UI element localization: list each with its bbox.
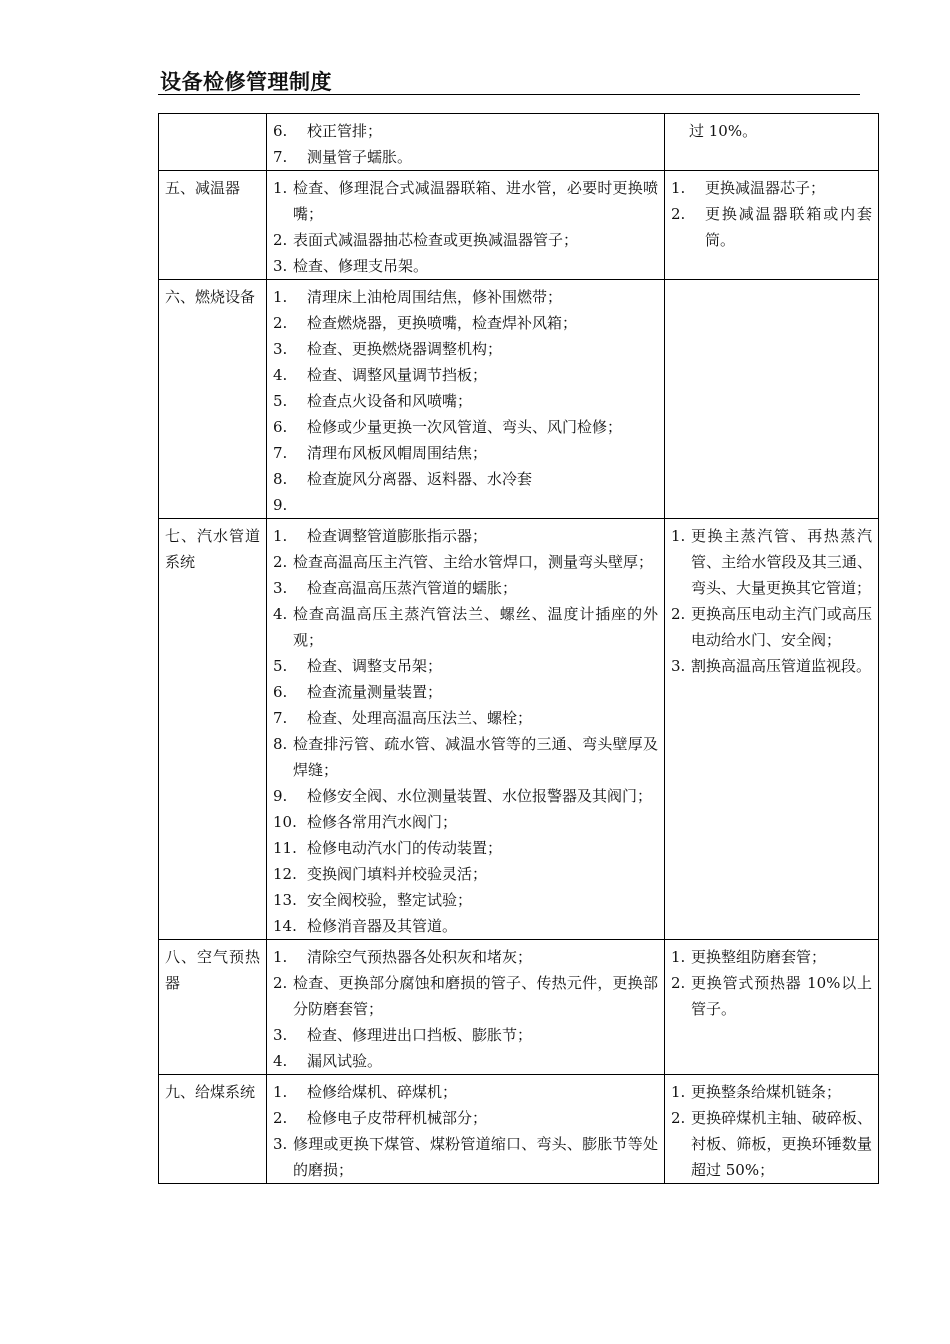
routine-item-number: 13. bbox=[273, 891, 297, 909]
table-row bbox=[159, 519, 879, 940]
routine-item bbox=[273, 913, 658, 939]
routine-item bbox=[273, 679, 658, 705]
routine-item bbox=[273, 809, 658, 835]
routine-item bbox=[273, 1048, 658, 1074]
major-item bbox=[671, 970, 872, 1022]
routine-item bbox=[273, 835, 658, 861]
routine-item-number: 9. bbox=[273, 787, 288, 805]
routine-item-number: 5. bbox=[273, 657, 288, 675]
routine-item bbox=[273, 118, 658, 144]
routine-item bbox=[273, 731, 658, 783]
routine-item-number: 5. bbox=[273, 392, 288, 410]
routine-item-number: 2. bbox=[273, 1109, 288, 1127]
routine-item bbox=[273, 414, 658, 440]
routine-item-text: 检查、修理进出口挡板、膨胀节； bbox=[307, 1026, 533, 1044]
routine-item-text: 检查、更换部分腐蚀和磨损的管子、传热元件，更换部分防磨套管； bbox=[293, 974, 658, 1018]
major-item-number: 3. bbox=[671, 657, 686, 675]
category-cell: 五、减温器 bbox=[159, 171, 267, 280]
routine-item-text: 表面式减温器抽芯检查或更换减温器管子； bbox=[293, 231, 579, 249]
routine-item-text bbox=[307, 492, 658, 518]
routine-item bbox=[273, 253, 658, 279]
major-item bbox=[671, 653, 872, 679]
routine-item bbox=[273, 336, 658, 362]
routine-item bbox=[273, 362, 658, 388]
routine-item bbox=[273, 1022, 658, 1048]
routine-item-text: 清除空气预热器各处积灰和堵灰； bbox=[307, 948, 533, 966]
header-rule bbox=[158, 94, 860, 95]
routine-item-number: 2. bbox=[273, 974, 288, 992]
routine-item bbox=[273, 523, 658, 549]
routine-item-text: 检查高温高压主汽管、主给水管焊口，测量弯头壁厚； bbox=[293, 553, 654, 571]
routine-item-number: 8. bbox=[273, 735, 288, 753]
routine-item-text: 清理床上油枪周围结焦，修补围燃带； bbox=[307, 288, 563, 306]
routine-item-number: 6. bbox=[273, 122, 288, 140]
routine-item-text: 检修电动汽水门的传动装置； bbox=[307, 839, 503, 857]
routine-item-number: 4. bbox=[273, 366, 288, 384]
routine-item bbox=[273, 1079, 658, 1105]
routine-item-text: 检查、修理混合式减温器联箱、进水管，必要时更换喷嘴； bbox=[293, 179, 658, 223]
routine-item bbox=[273, 575, 658, 601]
routine-item-text: 检查高温高压主蒸汽管法兰、螺丝、温度计插座的外观； bbox=[293, 605, 658, 649]
routine-item-text: 检查点火设备和风喷嘴； bbox=[307, 392, 473, 410]
routine-item-number: 2. bbox=[273, 314, 288, 332]
routine-item-text: 检查、更换燃烧器调整机构； bbox=[307, 340, 503, 358]
routine-item-number: 1. bbox=[273, 527, 288, 545]
routine-item bbox=[273, 705, 658, 731]
routine-item-text: 安全阀校验，整定试验； bbox=[307, 891, 473, 909]
routine-item-number: 7. bbox=[273, 148, 288, 166]
routine-item-text: 检查调整管道膨胀指示器； bbox=[307, 527, 488, 545]
routine-item-number: 4. bbox=[273, 1052, 288, 1070]
routine-item bbox=[273, 466, 658, 492]
routine-item bbox=[273, 887, 658, 913]
major-item-text: 更换高压电动主汽门或高压电动给水门、安全阀； bbox=[691, 605, 872, 649]
routine-item-text: 检查旋风分离器、返料器、水冷套 bbox=[307, 470, 533, 488]
major-item-text: 更换整条给煤机链条； bbox=[691, 1083, 842, 1101]
routine-item bbox=[273, 601, 658, 653]
major-item-number: 1. bbox=[671, 527, 686, 545]
routine-item-number: 1. bbox=[273, 288, 288, 306]
routine-item bbox=[273, 1105, 658, 1131]
routine-item-text: 检查流量测量装置； bbox=[307, 683, 443, 701]
routine-item-number: 3. bbox=[273, 257, 288, 275]
routine-item-text: 检修各常用汽水阀门； bbox=[307, 813, 458, 831]
routine-items-cell bbox=[267, 1075, 665, 1184]
routine-item bbox=[273, 492, 658, 518]
routine-item bbox=[273, 175, 658, 227]
routine-item-number: 3. bbox=[273, 579, 288, 597]
maintenance-table bbox=[158, 113, 879, 1184]
routine-item-number: 7. bbox=[273, 444, 288, 462]
routine-item bbox=[273, 388, 658, 414]
routine-item-text: 变换阀门填料并校验灵活； bbox=[307, 865, 488, 883]
routine-item bbox=[273, 284, 658, 310]
major-item-number: 2. bbox=[671, 205, 686, 223]
routine-item-number: 1. bbox=[273, 1083, 288, 1101]
routine-item-text: 检修安全阀、水位测量装置、水位报警器及其阀门； bbox=[307, 787, 653, 805]
major-item-text: 过 10%。 bbox=[689, 122, 758, 140]
major-item bbox=[671, 201, 872, 253]
routine-item-text: 检查高温高压蒸汽管道的蠕胀； bbox=[307, 579, 518, 597]
routine-item bbox=[273, 783, 658, 809]
major-item-number: 2. bbox=[671, 1109, 686, 1127]
routine-item-text: 漏风试验。 bbox=[307, 1052, 383, 1070]
routine-item-number: 1. bbox=[273, 179, 288, 197]
routine-item bbox=[273, 970, 658, 1022]
routine-item-number: 4. bbox=[273, 605, 288, 623]
routine-item-text: 检查、调整风量调节挡板； bbox=[307, 366, 488, 384]
category-cell: 八、空气预热器 bbox=[159, 940, 267, 1075]
major-items-cell bbox=[665, 519, 879, 940]
routine-items-cell bbox=[267, 280, 665, 519]
category-cell: 六、燃烧设备 bbox=[159, 280, 267, 519]
routine-item-text: 测量管子蠕胀。 bbox=[307, 148, 413, 166]
major-items-cell bbox=[665, 280, 879, 519]
major-item bbox=[671, 944, 872, 970]
page-title: 设备检修管理制度 bbox=[160, 70, 332, 94]
routine-item-number: 14. bbox=[273, 917, 297, 935]
major-items-cell bbox=[665, 940, 879, 1075]
routine-item bbox=[273, 310, 658, 336]
table-row bbox=[159, 280, 879, 519]
table-body bbox=[159, 114, 879, 1184]
routine-item-number: 10. bbox=[273, 813, 297, 831]
routine-item-number: 3. bbox=[273, 1135, 288, 1153]
routine-item bbox=[273, 944, 658, 970]
category-cell: 九、给煤系统 bbox=[159, 1075, 267, 1184]
routine-item-text: 检修给煤机、碎煤机； bbox=[307, 1083, 458, 1101]
routine-item bbox=[273, 653, 658, 679]
routine-item-number: 9. bbox=[273, 496, 288, 514]
routine-items-cell bbox=[267, 940, 665, 1075]
routine-item-text: 检查、处理高温高压法兰、螺栓； bbox=[307, 709, 533, 727]
major-item bbox=[671, 175, 872, 201]
major-items-cell bbox=[665, 1075, 879, 1184]
routine-item bbox=[273, 440, 658, 466]
routine-item-text: 清理布风板风帽周围结焦； bbox=[307, 444, 488, 462]
table-row bbox=[159, 114, 879, 171]
routine-item-text: 检查燃烧器，更换喷嘴，检查焊补风箱； bbox=[307, 314, 578, 332]
table-row bbox=[159, 1075, 879, 1184]
routine-item-text: 检查、修理支吊架。 bbox=[293, 257, 429, 275]
routine-item-number: 3. bbox=[273, 1026, 288, 1044]
routine-item-text: 修理或更换下煤管、煤粉管道缩口、弯头、膨胀节等处的磨损； bbox=[293, 1135, 658, 1179]
routine-item-number: 2. bbox=[273, 553, 288, 571]
major-item bbox=[671, 1079, 872, 1105]
routine-item-text: 检查、调整支吊架； bbox=[307, 657, 443, 675]
routine-item bbox=[273, 144, 658, 170]
major-item-text: 割换高温高压管道监视段。 bbox=[691, 657, 872, 675]
table-row bbox=[159, 940, 879, 1075]
routine-item-text: 检修消音器及其管道。 bbox=[307, 917, 458, 935]
major-item-text: 更换碎煤机主轴、破碎板、衬板、筛板，更换环锤数量超过 50%； bbox=[691, 1109, 872, 1179]
category-cell: 七、汽水管道系统 bbox=[159, 519, 267, 940]
major-item-number: 1. bbox=[671, 179, 686, 197]
routine-items-cell bbox=[267, 114, 665, 171]
major-items-cell bbox=[665, 171, 879, 280]
routine-item-text: 校正管排； bbox=[307, 122, 383, 140]
routine-item-number: 8. bbox=[273, 470, 288, 488]
major-item-text: 更换整组防磨套管； bbox=[691, 948, 827, 966]
major-item bbox=[671, 601, 872, 653]
major-item-number: 1. bbox=[671, 1083, 686, 1101]
routine-item bbox=[273, 861, 658, 887]
routine-item-number: 6. bbox=[273, 683, 288, 701]
major-item-number: 1. bbox=[671, 948, 686, 966]
routine-item-number: 7. bbox=[273, 709, 288, 727]
major-item bbox=[671, 1105, 872, 1183]
routine-item-number: 12. bbox=[273, 865, 297, 883]
major-item-text: 更换管式预热器 10%以上管子。 bbox=[691, 974, 872, 1018]
major-items-cell bbox=[665, 114, 879, 171]
routine-item-text: 检修或少量更换一次风管道、弯头、风门检修； bbox=[307, 418, 623, 436]
routine-item-number: 6. bbox=[273, 418, 288, 436]
routine-items-cell bbox=[267, 519, 665, 940]
major-item-text: 更换减温器联箱或内套筒。 bbox=[705, 205, 872, 249]
routine-item-number: 2. bbox=[273, 231, 288, 249]
routine-item-number: 1. bbox=[273, 948, 288, 966]
major-item-text: 更换减温器芯子； bbox=[705, 179, 826, 197]
routine-item bbox=[273, 227, 658, 253]
routine-item-number: 3. bbox=[273, 340, 288, 358]
table-row bbox=[159, 171, 879, 280]
major-item-text: 更换主蒸汽管、再热蒸汽管、主给水管段及其三通、弯头、大量更换其它管道； bbox=[691, 527, 872, 597]
routine-items-cell bbox=[267, 171, 665, 280]
routine-item bbox=[273, 1131, 658, 1183]
major-item-number: 2. bbox=[671, 974, 686, 992]
routine-item-number: 11. bbox=[273, 839, 297, 857]
major-item bbox=[671, 523, 872, 601]
routine-item-text: 检查排污管、疏水管、减温水管等的三通、弯头壁厚及焊缝； bbox=[293, 735, 658, 779]
category-cell bbox=[159, 114, 267, 171]
routine-item-text: 检修电子皮带秤机械部分； bbox=[307, 1109, 488, 1127]
major-item-number: 2. bbox=[671, 605, 686, 623]
routine-item bbox=[273, 549, 658, 575]
